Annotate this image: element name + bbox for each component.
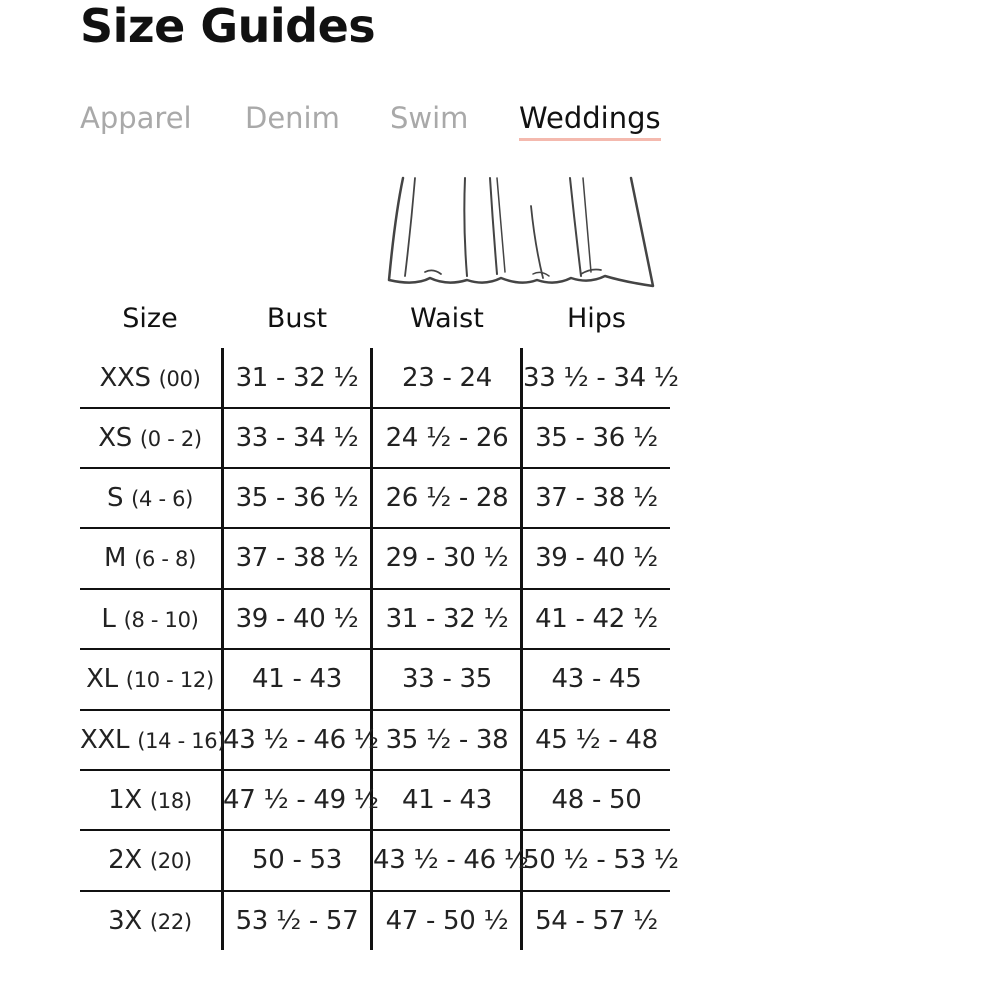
header-hips: Hips	[566, 303, 626, 334]
size-label: XL	[86, 664, 118, 694]
bust-cell: 33 - 34 ½	[235, 423, 359, 453]
size-cell	[80, 710, 226, 770]
size-label: XXL	[80, 725, 130, 755]
waist-cell: 26 ½ - 28	[385, 483, 509, 513]
waist-cell: 41 - 43	[402, 785, 492, 815]
size-label: L	[101, 604, 116, 634]
waist-cell: 35 ½ - 38	[385, 725, 509, 755]
waist-cell: 23 - 24	[402, 363, 492, 393]
bust-cell: 47 ½ - 49 ½	[223, 785, 379, 815]
size-label: XS	[98, 423, 132, 453]
bust-cell: 35 - 36 ½	[235, 483, 359, 513]
waist-cell: 24 ½ - 26	[385, 423, 509, 453]
hips-cell: 45 ½ - 48	[535, 725, 658, 755]
size-label: S	[106, 483, 124, 513]
size-range: (18)	[149, 789, 192, 813]
table-row	[80, 710, 670, 770]
bust-cell: 53 ½ - 57	[235, 906, 359, 936]
table-row	[80, 891, 670, 951]
size-cell	[80, 468, 220, 528]
header-waist: Waist	[410, 303, 484, 334]
waist-cell: 33 - 35	[402, 664, 492, 694]
size-label: 2X	[108, 845, 142, 875]
header-bust: Bust	[266, 303, 328, 334]
size-range: (00)	[158, 367, 201, 391]
tab-apparel[interactable]: Apparel	[80, 101, 192, 135]
tab-swim[interactable]: Swim	[390, 101, 469, 135]
size-label: 1X	[108, 785, 142, 815]
hips-cell: 35 - 36 ½	[535, 423, 658, 453]
size-cell	[80, 348, 220, 408]
waist-cell: 47 - 50 ½	[385, 906, 509, 936]
table-row	[80, 528, 670, 588]
table-row	[80, 348, 679, 408]
size-range: (4 - 6)	[131, 487, 194, 511]
size-cell	[80, 891, 220, 951]
bust-cell: 39 - 40 ½	[235, 604, 359, 634]
hips-cell: 48 - 50	[551, 785, 642, 815]
size-label: 3X	[108, 906, 142, 936]
size-range: (0 - 2)	[139, 427, 202, 451]
size-cell	[80, 528, 220, 588]
hips-cell: 39 - 40 ½	[535, 543, 658, 573]
size-cell	[80, 649, 220, 709]
size-range: (14 - 16)	[137, 729, 226, 753]
table-row	[80, 589, 670, 649]
size-label: XXS	[99, 363, 151, 393]
waist-cell: 29 - 30 ½	[385, 543, 509, 573]
dress-hem-illustration	[385, 176, 660, 292]
size-range: (10 - 12)	[125, 668, 214, 692]
hips-cell: 50 ½ - 53 ½	[523, 845, 679, 875]
size-cell	[80, 770, 220, 830]
bust-cell: 43 ½ - 46 ½	[223, 725, 379, 755]
size-cell	[80, 830, 220, 890]
bust-cell: 37 - 38 ½	[235, 543, 359, 573]
bust-cell: 50 - 53	[252, 845, 342, 875]
waist-cell: 31 - 32 ½	[385, 604, 509, 634]
table-row	[80, 770, 670, 830]
size-range: (6 - 8)	[134, 547, 197, 571]
size-cell	[80, 408, 220, 468]
hips-cell: 54 - 57 ½	[535, 906, 658, 936]
hips-cell: 43 - 45	[551, 664, 642, 694]
header-size: Size	[122, 303, 178, 334]
tab-denim[interactable]: Denim	[245, 101, 340, 135]
page-title: Size Guides	[80, 0, 376, 53]
hips-cell: 33 ½ - 34 ½	[523, 363, 679, 393]
waist-cell: 43 ½ - 46 ½	[373, 845, 529, 875]
size-range: (8 - 10)	[123, 608, 199, 632]
size-range: (22)	[149, 910, 192, 934]
table-row	[80, 468, 670, 528]
table-row	[80, 830, 679, 890]
size-label: M	[103, 543, 127, 573]
tab-weddings[interactable]: Weddings	[519, 98, 661, 138]
table-row	[80, 649, 670, 709]
bust-cell: 31 - 32 ½	[235, 363, 359, 393]
size-cell	[80, 589, 220, 649]
hips-cell: 37 - 38 ½	[535, 483, 658, 513]
hips-cell: 41 - 42 ½	[535, 604, 658, 634]
bust-cell: 41 - 43	[252, 664, 342, 694]
size-range: (20)	[149, 849, 192, 873]
table-row	[80, 408, 670, 468]
